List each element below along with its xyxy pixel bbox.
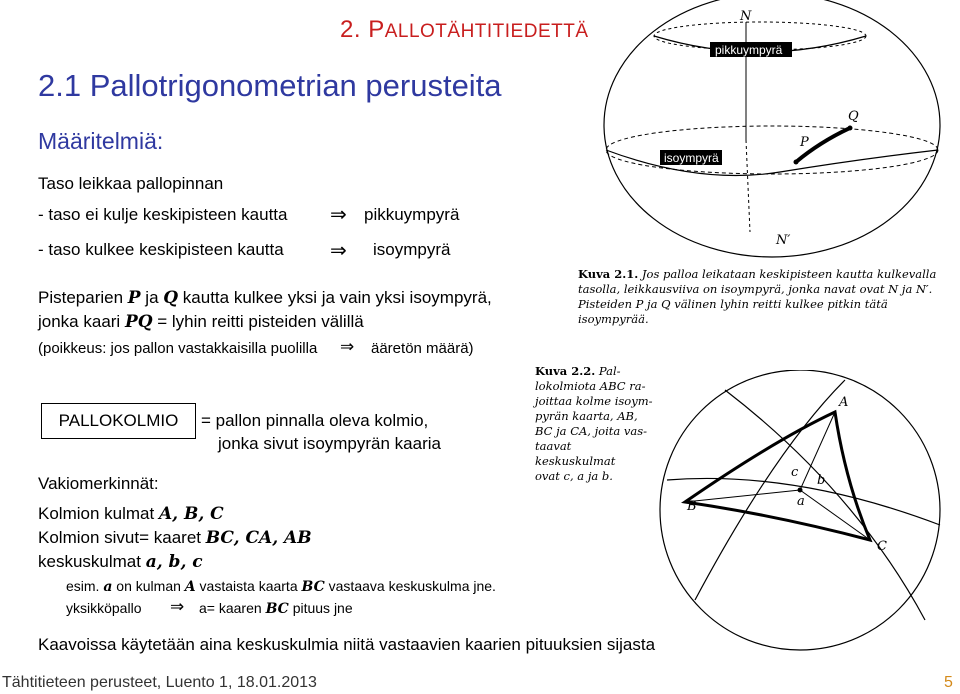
- sphere-outline: [604, 0, 940, 257]
- figure2-caption-label: Kuva 2.2.: [535, 364, 596, 378]
- figure1-caption: [578, 267, 958, 327]
- example-line: esim. a on kulman A vastaista kaarta BC vastaava keskuskulma jne.: [66, 578, 496, 595]
- case2-result: isoympyrä: [373, 240, 451, 259]
- center-point: [798, 488, 803, 493]
- point-p-dot: [794, 160, 799, 165]
- chapter-rest: ALLOTÄHTITIEDETTÄ: [384, 21, 589, 42]
- implies-arrow: ⇒: [340, 337, 355, 357]
- case1-result: pikkuympyrä: [364, 205, 460, 224]
- page-number: 5: [944, 674, 953, 691]
- label-n-prime: N′: [776, 233, 791, 248]
- exception-text: (poikkeus: jos pallon vastakkaisilla puolilla: [38, 340, 318, 357]
- central-angles-line: keskuskulmat a, b, c: [38, 552, 203, 572]
- unit-sphere-text: yksikköpallo: [66, 600, 142, 616]
- great-circle-front: [606, 150, 938, 176]
- great-circle: [606, 126, 938, 174]
- implies-arrow: ⇒: [330, 238, 347, 262]
- points-line-1: Pisteparien P ja Q kautta kulkee yksi ja vain yksi isoympyrä,: [38, 288, 492, 308]
- label-angle-a: a: [797, 494, 805, 509]
- chapter-heading: [340, 16, 589, 44]
- figure-spherical-triangle: [655, 370, 955, 660]
- case2-text: - taso kulkee keskipisteen kautta: [38, 240, 284, 259]
- point-q-dot: [848, 126, 853, 131]
- label-q: Q: [848, 109, 859, 124]
- label-b-vertex: B: [687, 499, 697, 514]
- figure1-caption-text: Jos palloa leikataan keskipisteen kautta kulkevalla tasolla, leikkausviiva on isoympyrä, jonka navat ovat N ja N′. Pisteiden P ja Q välinen lyhin reitti kulkee pitkin tätä isoympyrää.: [578, 267, 937, 326]
- label-a-vertex: A: [839, 395, 849, 410]
- footer-text: Tähtitieteen perusteet, Luento 1, 18.01.2013: [2, 674, 317, 691]
- triangle-term-box: PALLOKOLMIO: [41, 403, 196, 439]
- sides-line: Kolmion sivut= kaaret BC, CA, AB: [38, 528, 312, 548]
- figure1-caption-label: Kuva 2.1.: [578, 267, 639, 281]
- figure-sphere-circles: [600, 0, 960, 262]
- intro-text: Taso leikkaa pallopinnan: [38, 174, 224, 193]
- conclusion-text: Kaavoissa käytetään aina keskuskulmia niitä vastaavien kaarien pituuksien sijasta: [38, 635, 656, 654]
- label-angle-c: c: [791, 465, 799, 480]
- triangle-definition-1: = pallon pinnalla oleva kolmio,: [201, 411, 429, 430]
- polar-axis-dashed: [746, 140, 750, 232]
- figure2-caption: Kuva 2.2. Pal- lokolmiota ABC ra- joittaa kolme isoym- pyrän kaarta, AB, BC ja CA, joita vas- taavat keskuskulmat ovat c, a ja b.: [535, 364, 653, 483]
- implies-arrow: ⇒: [170, 597, 185, 617]
- implies-arrow: ⇒: [330, 202, 347, 226]
- label-great-circle: isoympyrä: [664, 151, 719, 165]
- chapter-number: 2.: [340, 16, 362, 43]
- points-line-2: jonka kaari PQ = lyhin reitti pisteiden välillä: [38, 312, 364, 332]
- corners-line: Kolmion kulmat A, B, C: [38, 504, 224, 524]
- chapter-initial: P: [368, 16, 385, 43]
- label-small-circle: pikkuympyrä: [715, 43, 783, 57]
- triangle-definition-2: jonka sivut isoympyrän kaaria: [218, 434, 441, 453]
- triangle-abc: [685, 412, 870, 540]
- great-circle-3: [725, 390, 925, 620]
- case1-text: - taso ei kulje keskipisteen kautta: [38, 205, 288, 224]
- label-angle-b: b: [817, 473, 826, 488]
- exception-result: ääretön määrä): [371, 340, 474, 357]
- unit-sphere-line: a= kaaren BC pituus jne: [199, 600, 353, 617]
- label-n: N: [740, 9, 752, 24]
- subheading: Määritelmiä:: [38, 128, 164, 154]
- label-p: P: [800, 135, 809, 150]
- standard-heading: Vakiomerkinnät:: [38, 474, 159, 493]
- label-c-vertex: C: [877, 539, 887, 554]
- section-title: 2.1 Pallotrigonometrian perusteita: [38, 68, 502, 103]
